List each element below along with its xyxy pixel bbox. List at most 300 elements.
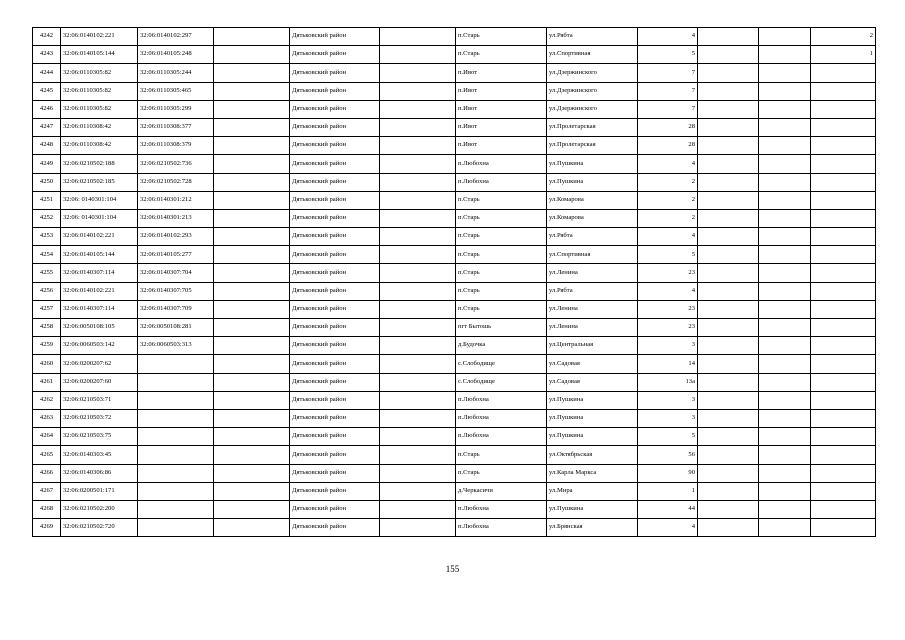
cell-record-number: 4257 <box>33 300 61 318</box>
cell-house-number: 44 <box>638 500 698 518</box>
table-row <box>33 464 876 482</box>
cell-house-number: 13а <box>638 373 698 391</box>
cell-cadastral-number: 32:06:0200207:62 <box>61 355 138 373</box>
registry-body <box>33 28 876 537</box>
cell-empty <box>698 46 759 64</box>
cell-empty <box>698 464 759 482</box>
cell-empty <box>759 355 811 373</box>
cell-settlement: п.Любохна <box>456 519 547 537</box>
cell-house-number: 2 <box>638 209 698 227</box>
cell-empty <box>214 391 290 409</box>
cell-empty <box>214 500 290 518</box>
cell-count <box>811 373 876 391</box>
cell-record-number: 4242 <box>33 28 61 46</box>
cell-cadastral-number: 32:06:0110308:42 <box>61 137 138 155</box>
cell-premises-cadastral-number <box>138 500 214 518</box>
cell-empty <box>214 64 290 82</box>
registry-table <box>32 27 876 537</box>
cell-house-number: 23 <box>638 300 698 318</box>
cell-record-number: 4264 <box>33 428 61 446</box>
page-number: 155 <box>445 564 460 574</box>
cell-empty <box>698 209 759 227</box>
cell-district: Дятьковский район <box>290 300 380 318</box>
table-row <box>33 373 876 391</box>
cell-street: ул.Дзержинского <box>547 82 638 100</box>
cell-house-number: 4 <box>638 228 698 246</box>
cell-record-number: 4263 <box>33 409 61 427</box>
cell-settlement: п.Старь <box>456 446 547 464</box>
table-row <box>33 100 876 118</box>
cell-empty <box>759 264 811 282</box>
cell-street: ул.Спортивная <box>547 46 638 64</box>
cell-house-number: 4 <box>638 282 698 300</box>
cell-empty <box>214 100 290 118</box>
cell-count <box>811 100 876 118</box>
cell-empty <box>380 246 456 264</box>
table-row <box>33 337 876 355</box>
cell-house-number: 3 <box>638 409 698 427</box>
table-row <box>33 428 876 446</box>
cell-empty <box>214 118 290 136</box>
cell-settlement: пгт Бытошь <box>456 319 547 337</box>
cell-count <box>811 337 876 355</box>
cell-settlement: п.Старь <box>456 282 547 300</box>
table-row <box>33 64 876 82</box>
cell-record-number: 4247 <box>33 118 61 136</box>
cell-premises-cadastral-number <box>138 446 214 464</box>
cell-cadastral-number: 32:06:0060503:142 <box>61 337 138 355</box>
cell-premises-cadastral-number: 32:06:0110308:379 <box>138 137 214 155</box>
cell-settlement: п.Старь <box>456 300 547 318</box>
table-row <box>33 82 876 100</box>
cell-premises-cadastral-number <box>138 355 214 373</box>
cell-record-number: 4259 <box>33 337 61 355</box>
cell-count <box>811 464 876 482</box>
cell-empty <box>380 228 456 246</box>
cell-empty <box>214 428 290 446</box>
cell-empty <box>380 319 456 337</box>
cell-street: ул.Спортивная <box>547 246 638 264</box>
cell-empty <box>759 118 811 136</box>
cell-premises-cadastral-number: 32:06:0140301:212 <box>138 191 214 209</box>
cell-count <box>811 428 876 446</box>
cell-street: ул.Пролетарская <box>547 137 638 155</box>
cell-street: ул.Пушкина <box>547 409 638 427</box>
cell-count <box>811 246 876 264</box>
cell-cadastral-number: 32:06: 0140301:104 <box>61 209 138 227</box>
cell-settlement: с.Слободище <box>456 355 547 373</box>
cell-premises-cadastral-number <box>138 464 214 482</box>
cell-house-number: 2 <box>638 191 698 209</box>
cell-record-number: 4268 <box>33 500 61 518</box>
table-row <box>33 500 876 518</box>
table-row <box>33 282 876 300</box>
cell-premises-cadastral-number: 32:06:0060503:313 <box>138 337 214 355</box>
cell-count <box>811 500 876 518</box>
cell-district: Дятьковский район <box>290 191 380 209</box>
cell-district: Дятьковский район <box>290 100 380 118</box>
cell-empty <box>214 228 290 246</box>
cell-empty <box>759 337 811 355</box>
cell-settlement: п.Любохна <box>456 428 547 446</box>
cell-empty <box>214 519 290 537</box>
cell-empty <box>214 46 290 64</box>
cell-empty <box>759 155 811 173</box>
cell-settlement: п.Старь <box>456 209 547 227</box>
cell-count <box>811 300 876 318</box>
cell-district: Дятьковский район <box>290 82 380 100</box>
cell-empty <box>759 519 811 537</box>
cell-district: Дятьковский район <box>290 264 380 282</box>
cell-empty <box>214 337 290 355</box>
cell-empty <box>214 319 290 337</box>
cell-settlement: п.Любохна <box>456 155 547 173</box>
cell-count: 1 <box>811 46 876 64</box>
cell-district: Дятьковский район <box>290 373 380 391</box>
cell-record-number: 4246 <box>33 100 61 118</box>
cell-empty <box>698 482 759 500</box>
cell-house-number: 90 <box>638 464 698 482</box>
cell-empty <box>380 464 456 482</box>
cell-empty <box>380 428 456 446</box>
table-row <box>33 173 876 191</box>
cell-settlement: п.Ивот <box>456 100 547 118</box>
cell-street: ул.Ленина <box>547 319 638 337</box>
cell-count: 2 <box>811 28 876 46</box>
cell-settlement: д.Черкасичи <box>456 482 547 500</box>
cell-record-number: 4254 <box>33 246 61 264</box>
cell-house-number: 28 <box>638 137 698 155</box>
cell-empty <box>759 28 811 46</box>
cell-house-number: 5 <box>638 46 698 64</box>
cell-district: Дятьковский район <box>290 155 380 173</box>
cell-empty <box>698 446 759 464</box>
cell-record-number: 4249 <box>33 155 61 173</box>
cell-record-number: 4243 <box>33 46 61 64</box>
table-row <box>33 519 876 537</box>
table-row <box>33 118 876 136</box>
cell-street: ул.Пушкина <box>547 500 638 518</box>
cell-empty <box>214 264 290 282</box>
cell-street: ул.Рябта <box>547 28 638 46</box>
cell-count <box>811 191 876 209</box>
table-row <box>33 355 876 373</box>
cell-empty <box>698 355 759 373</box>
cell-settlement: п.Старь <box>456 46 547 64</box>
cell-empty <box>214 282 290 300</box>
cell-street: ул.Ленина <box>547 300 638 318</box>
cell-street: ул.Дзержинского <box>547 100 638 118</box>
cell-empty <box>698 500 759 518</box>
cell-district: Дятьковский район <box>290 246 380 264</box>
cell-premises-cadastral-number <box>138 373 214 391</box>
cell-cadastral-number: 32:06:0210502:188 <box>61 155 138 173</box>
cell-count <box>811 391 876 409</box>
cell-empty <box>214 373 290 391</box>
cell-district: Дятьковский район <box>290 118 380 136</box>
cell-empty <box>759 428 811 446</box>
cell-empty <box>380 82 456 100</box>
cell-empty <box>380 500 456 518</box>
cell-district: Дятьковский район <box>290 282 380 300</box>
cell-settlement: п.Ивот <box>456 137 547 155</box>
cell-settlement: д.Будочка <box>456 337 547 355</box>
cell-empty <box>698 155 759 173</box>
cell-record-number: 4269 <box>33 519 61 537</box>
cell-cadastral-number: 32:06:0110305:82 <box>61 100 138 118</box>
cell-premises-cadastral-number: 32:06:0140307:705 <box>138 282 214 300</box>
table-row <box>33 409 876 427</box>
cell-cadastral-number: 32:06:0140105:144 <box>61 46 138 64</box>
cell-empty <box>698 409 759 427</box>
cell-empty <box>214 482 290 500</box>
cell-street: ул.Центральная <box>547 337 638 355</box>
cell-count <box>811 446 876 464</box>
cell-cadastral-number: 32:06:0140307:114 <box>61 264 138 282</box>
cell-settlement: п.Любохна <box>456 409 547 427</box>
cell-settlement: п.Старь <box>456 264 547 282</box>
cell-empty <box>214 446 290 464</box>
cell-empty <box>380 519 456 537</box>
cell-empty <box>759 300 811 318</box>
cell-district: Дятьковский район <box>290 137 380 155</box>
cell-empty <box>214 355 290 373</box>
table-row <box>33 391 876 409</box>
cell-empty <box>380 409 456 427</box>
cell-house-number: 56 <box>638 446 698 464</box>
cell-district: Дятьковский район <box>290 391 380 409</box>
cell-record-number: 4255 <box>33 264 61 282</box>
cell-cadastral-number: 32:06: 0140301:104 <box>61 191 138 209</box>
cell-record-number: 4250 <box>33 173 61 191</box>
cell-cadastral-number: 32:06:0210502:720 <box>61 519 138 537</box>
cell-record-number: 4261 <box>33 373 61 391</box>
cell-district: Дятьковский район <box>290 228 380 246</box>
cell-empty <box>759 282 811 300</box>
cell-premises-cadastral-number: 32:06:0140102:297 <box>138 28 214 46</box>
cell-cadastral-number: 32:06:0210502:200 <box>61 500 138 518</box>
cell-settlement: п.Старь <box>456 464 547 482</box>
cell-empty <box>759 500 811 518</box>
cell-settlement: п.Любохна <box>456 500 547 518</box>
cell-street: ул.Октябрьская <box>547 446 638 464</box>
cell-district: Дятьковский район <box>290 64 380 82</box>
cell-premises-cadastral-number: 32:06:0140307:709 <box>138 300 214 318</box>
cell-empty <box>380 155 456 173</box>
cell-empty <box>759 373 811 391</box>
cell-empty <box>698 118 759 136</box>
cell-record-number: 4260 <box>33 355 61 373</box>
cell-empty <box>380 355 456 373</box>
cell-district: Дятьковский район <box>290 428 380 446</box>
cell-empty <box>759 319 811 337</box>
cell-count <box>811 482 876 500</box>
cell-empty <box>380 28 456 46</box>
cell-settlement: п.Ивот <box>456 64 547 82</box>
cell-count <box>811 264 876 282</box>
cell-empty <box>698 264 759 282</box>
cell-record-number: 4256 <box>33 282 61 300</box>
cell-empty <box>214 464 290 482</box>
table-row <box>33 246 876 264</box>
cell-record-number: 4245 <box>33 82 61 100</box>
cell-house-number: 7 <box>638 100 698 118</box>
cell-cadastral-number: 32:06:0140306:86 <box>61 464 138 482</box>
cell-settlement: п.Старь <box>456 191 547 209</box>
cell-premises-cadastral-number: 32:06:0140301:213 <box>138 209 214 227</box>
cell-empty <box>380 282 456 300</box>
table-row <box>33 319 876 337</box>
cell-premises-cadastral-number <box>138 519 214 537</box>
cell-empty <box>380 64 456 82</box>
table-row <box>33 209 876 227</box>
cell-count <box>811 173 876 191</box>
cell-empty <box>698 64 759 82</box>
cell-premises-cadastral-number: 32:06:0050108:281 <box>138 319 214 337</box>
cell-district: Дятьковский район <box>290 28 380 46</box>
cell-empty <box>214 209 290 227</box>
cell-settlement: п.Старь <box>456 246 547 264</box>
cell-district: Дятьковский район <box>290 337 380 355</box>
cell-settlement: п.Любохна <box>456 391 547 409</box>
cell-premises-cadastral-number: 32:06:0110305:244 <box>138 64 214 82</box>
cell-premises-cadastral-number: 32:06:0110305:299 <box>138 100 214 118</box>
cell-street: ул.Пушкина <box>547 428 638 446</box>
cell-house-number: 14 <box>638 355 698 373</box>
cell-empty <box>698 100 759 118</box>
cell-empty <box>214 409 290 427</box>
cell-street: ул.Садовая <box>547 355 638 373</box>
cell-empty <box>698 173 759 191</box>
cell-cadastral-number: 32:06:0140102:221 <box>61 282 138 300</box>
cell-street: ул.Комарова <box>547 209 638 227</box>
cell-premises-cadastral-number: 32:06:0140307:704 <box>138 264 214 282</box>
cell-house-number: 28 <box>638 118 698 136</box>
cell-house-number: 23 <box>638 319 698 337</box>
cell-street: ул.Карла Маркса <box>547 464 638 482</box>
cell-district: Дятьковский район <box>290 209 380 227</box>
cell-house-number: 7 <box>638 82 698 100</box>
cell-count <box>811 155 876 173</box>
cell-cadastral-number: 32:06:0140102:221 <box>61 228 138 246</box>
cell-premises-cadastral-number: 32:06:0210502:728 <box>138 173 214 191</box>
cell-record-number: 4248 <box>33 137 61 155</box>
cell-district: Дятьковский район <box>290 409 380 427</box>
cell-count <box>811 82 876 100</box>
cell-district: Дятьковский район <box>290 46 380 64</box>
cell-count <box>811 209 876 227</box>
cell-empty <box>698 337 759 355</box>
cell-count <box>811 409 876 427</box>
cell-street: ул.Брянская <box>547 519 638 537</box>
cell-empty <box>380 264 456 282</box>
cell-count <box>811 319 876 337</box>
cell-cadastral-number: 32:06:0210503:72 <box>61 409 138 427</box>
cell-settlement: п.Старь <box>456 228 547 246</box>
cell-house-number: 4 <box>638 155 698 173</box>
cell-empty <box>380 46 456 64</box>
table-row <box>33 264 876 282</box>
cell-empty <box>698 28 759 46</box>
cell-premises-cadastral-number: 32:06:0140105:277 <box>138 246 214 264</box>
cell-district: Дятьковский район <box>290 319 380 337</box>
cell-count <box>811 519 876 537</box>
table-row <box>33 28 876 46</box>
cell-house-number: 3 <box>638 391 698 409</box>
cell-premises-cadastral-number: 32:06:0140102:293 <box>138 228 214 246</box>
cell-house-number: 1 <box>638 482 698 500</box>
table-row <box>33 228 876 246</box>
cell-count <box>811 137 876 155</box>
cell-count <box>811 228 876 246</box>
cell-street: ул.Пролетарская <box>547 118 638 136</box>
cell-count <box>811 282 876 300</box>
cell-record-number: 4244 <box>33 64 61 82</box>
cell-empty <box>759 191 811 209</box>
cell-house-number: 4 <box>638 28 698 46</box>
cell-count <box>811 355 876 373</box>
cell-cadastral-number: 32:06:0140105:144 <box>61 246 138 264</box>
cell-empty <box>759 46 811 64</box>
cell-street: ул.Рябта <box>547 228 638 246</box>
cell-empty <box>380 446 456 464</box>
cell-house-number: 7 <box>638 64 698 82</box>
cell-cadastral-number: 32:06:0110305:82 <box>61 64 138 82</box>
cell-empty <box>380 137 456 155</box>
cell-district: Дятьковский район <box>290 482 380 500</box>
cell-empty <box>380 191 456 209</box>
cell-cadastral-number: 32:06:0200207:60 <box>61 373 138 391</box>
cell-house-number: 3 <box>638 337 698 355</box>
table-row <box>33 155 876 173</box>
cell-record-number: 4258 <box>33 319 61 337</box>
cell-district: Дятьковский район <box>290 519 380 537</box>
cell-house-number: 2 <box>638 173 698 191</box>
cell-street: ул.Пушкина <box>547 155 638 173</box>
cell-empty <box>759 391 811 409</box>
cell-district: Дятьковский район <box>290 500 380 518</box>
cell-cadastral-number: 32:06:0110308:42 <box>61 118 138 136</box>
cell-empty <box>380 337 456 355</box>
cell-empty <box>214 191 290 209</box>
cell-record-number: 4266 <box>33 464 61 482</box>
cell-empty <box>759 137 811 155</box>
cell-district: Дятьковский район <box>290 464 380 482</box>
cell-count <box>811 118 876 136</box>
cell-settlement: п.Ивот <box>456 118 547 136</box>
cell-empty <box>759 482 811 500</box>
cell-empty <box>214 155 290 173</box>
cell-street: ул.Мира <box>547 482 638 500</box>
cell-settlement: п.Старь <box>456 28 547 46</box>
cell-empty <box>380 173 456 191</box>
cell-empty <box>759 100 811 118</box>
cell-street: ул.Пушкина <box>547 173 638 191</box>
cell-premises-cadastral-number <box>138 482 214 500</box>
cell-empty <box>698 300 759 318</box>
table-row <box>33 482 876 500</box>
cell-cadastral-number: 32:06:0140303:45 <box>61 446 138 464</box>
cell-settlement: п.Любохна <box>456 173 547 191</box>
cell-empty <box>698 282 759 300</box>
table-row <box>33 46 876 64</box>
cell-empty <box>214 173 290 191</box>
cell-house-number: 4 <box>638 519 698 537</box>
cell-empty <box>698 137 759 155</box>
cell-empty <box>698 82 759 100</box>
cell-empty <box>380 482 456 500</box>
cell-district: Дятьковский район <box>290 173 380 191</box>
